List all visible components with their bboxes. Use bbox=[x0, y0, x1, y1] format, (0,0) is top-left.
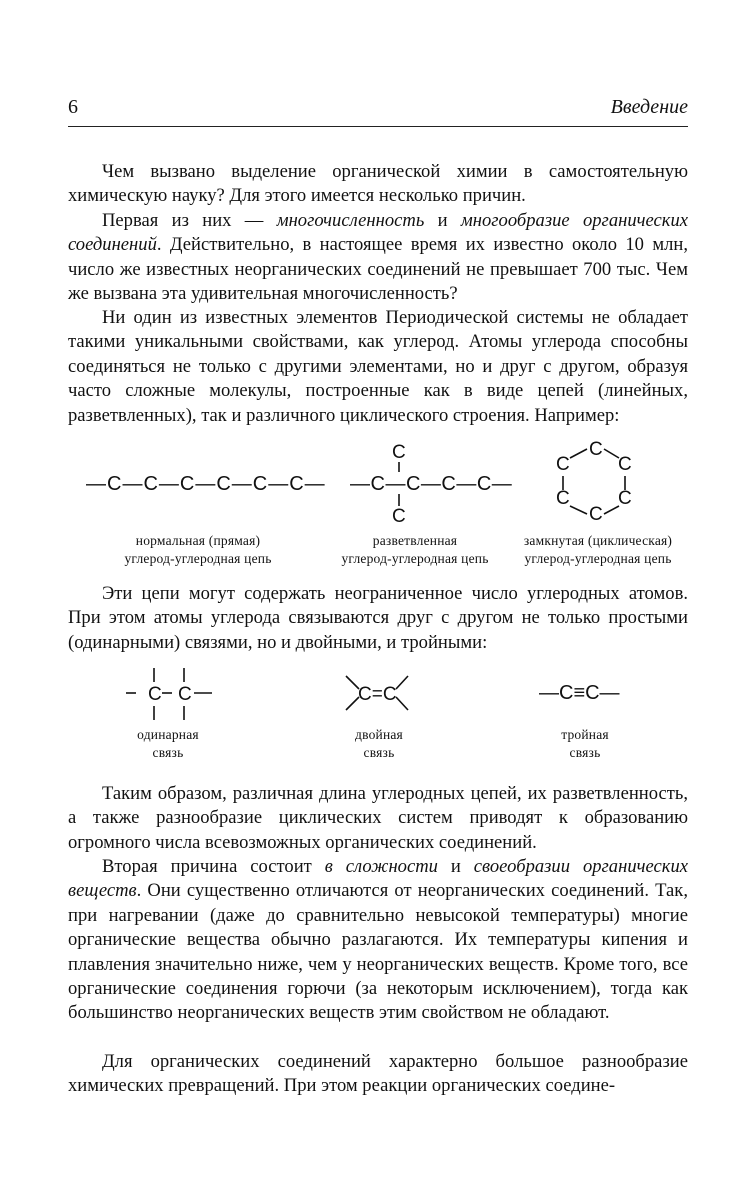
emphasis-mnogoobrazie: многообразие органических соединений bbox=[68, 210, 689, 256]
emphasis-mnogochislennost: многочисленность bbox=[276, 210, 425, 231]
branched-bottom-carbon: C bbox=[392, 506, 406, 527]
ring-carbon-upper-left: C bbox=[556, 454, 570, 475]
cyclic-caption-line-1: замкнутая (циклическая) bbox=[523, 533, 673, 548]
branched-top-carbon: C bbox=[392, 442, 406, 463]
linear-chain-caption bbox=[68, 532, 328, 568]
double-bond-lower-right bbox=[396, 697, 408, 710]
paragraph-6-text-c: и bbox=[437, 856, 474, 877]
ring-carbon-lower-right: C bbox=[618, 488, 632, 509]
branched-chain-formula: —C—C—C—C— bbox=[350, 473, 513, 495]
page-number: 6 bbox=[68, 96, 78, 118]
cyclic-chain-diagram bbox=[556, 438, 646, 528]
double-caption-line-2: связь bbox=[363, 745, 395, 760]
paragraph-3: Ни один из известных элементов Периодической системы не обладает такими уникальными свойствами, как углерод. Атомы углерода способны соединяться не только с другими элементами, но и друг с другом, образуя часто сложные молекулы, построенные как в виде цепей (линейных, разветвленных), так и различного циклического строения. Например: bbox=[68, 307, 688, 426]
paragraph-2 bbox=[68, 209, 688, 307]
triple-bond-caption bbox=[530, 726, 640, 762]
running-title: Введение bbox=[610, 96, 688, 118]
branched-caption-line-1: разветвленная bbox=[372, 533, 458, 548]
ring-bond-5 bbox=[570, 506, 587, 514]
branched-caption-line-2: углерод-углеродная цепь bbox=[341, 551, 489, 566]
emphasis-v-slozhnosti: в сложности bbox=[324, 856, 438, 877]
triple-bond-formula: —C≡C— bbox=[539, 682, 620, 704]
double-bond-upper-right bbox=[396, 676, 408, 689]
single-bond-carbon-1: C bbox=[148, 684, 162, 705]
branched-chain-caption bbox=[330, 532, 500, 568]
ring-carbon-bottom: C bbox=[589, 504, 603, 525]
ring-carbon-top: C bbox=[589, 439, 603, 460]
triple-caption-line-1: тройная bbox=[561, 727, 609, 742]
carbon-chains-figure bbox=[68, 438, 688, 568]
double-bond-diagram bbox=[344, 662, 414, 722]
double-bond-formula: C=C bbox=[358, 684, 397, 705]
paragraph-2-text-c: и bbox=[424, 210, 461, 231]
double-bond-caption bbox=[319, 726, 439, 762]
paragraph-1: Чем вызвано выделение органической химии в самостоятельную химическую науку? Для этого имеется несколько причин. bbox=[68, 161, 688, 207]
paragraph-6-text-a: Вторая причина состоит bbox=[102, 856, 325, 877]
header-rule bbox=[68, 126, 688, 127]
single-bond-caption bbox=[108, 726, 228, 762]
ring-carbon-upper-right: C bbox=[618, 454, 632, 475]
paragraph-4: Эти цепи могут содержать неограниченное число углеродных атомов. При этом атомы углерода связываются друг с другом не только простыми (одинарными) связями, но и двойными, и тройными: bbox=[68, 583, 688, 653]
single-caption-line-2: связь bbox=[152, 745, 184, 760]
ring-bond-2 bbox=[604, 449, 619, 458]
paragraph-7: Для органических соединений характерно большое разнообразие химических превращений. При этом реакции органических соедине- bbox=[68, 1051, 688, 1097]
triple-caption-line-2: связь bbox=[569, 745, 601, 760]
paragraph-2-text-e: . Действительно, в настоящее время их известно около 10 млн, число же известных неорганических соединений не превышает 700 тыс. Чем же вызвана эта удивительная многочисленность? bbox=[68, 234, 688, 305]
cyclic-chain-caption bbox=[508, 532, 688, 568]
ring-bond-1 bbox=[570, 449, 587, 458]
linear-chain-formula: —C—C—C—C—C—C— bbox=[86, 473, 326, 495]
ring-bond-4 bbox=[604, 506, 619, 514]
emphasis-svoeobrazii: своеобразии органических веществ bbox=[68, 856, 689, 902]
paragraph-6-text-e: . Они существенно отличаются от неорганических соединений. Так, при нагревании (даже до сравнительно невысокой температуры) многие органические вещества обычно разлагаются. Их температуры кипения и плавления значительно ниже, чем у неорганических веществ. Кроме того, все органические соединения горючи (за некоторым исключением), тогда как большинство неорганических веществ этим свойством не обладают. bbox=[68, 880, 688, 1024]
cyclic-caption-line-2: углерод-углеродная цепь bbox=[524, 551, 672, 566]
linear-caption-line-1: нормальная (прямая) bbox=[135, 533, 261, 548]
single-caption-line-1: одинарная bbox=[137, 727, 199, 742]
linear-caption-line-2: углерод-углеродная цепь bbox=[124, 551, 272, 566]
single-bond-diagram bbox=[126, 662, 222, 722]
double-caption-line-1: двойная bbox=[355, 727, 403, 742]
page-header bbox=[68, 96, 688, 126]
paragraph-5: Таким образом, различная длина углеродных цепей, их разветвленность, а также разнообразие циклических систем приводят к образованию огромного числа всевозможных органических соединений. bbox=[68, 783, 688, 853]
paragraph-2-text-a: Первая из них — bbox=[102, 210, 277, 231]
bond-types-figure bbox=[68, 662, 688, 762]
ring-carbon-lower-left: C bbox=[556, 488, 570, 509]
paragraph-6 bbox=[68, 855, 688, 1026]
single-bond-carbon-2: C bbox=[178, 684, 192, 705]
